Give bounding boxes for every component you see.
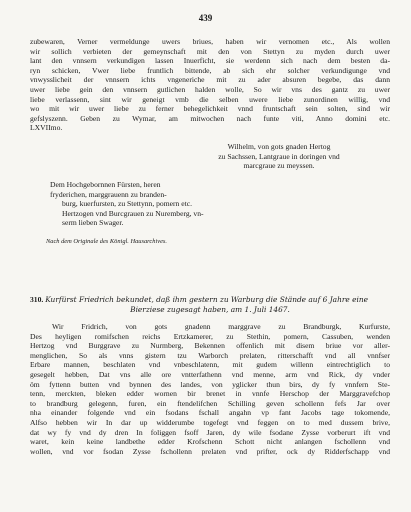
text-line: Alfso hebben wir In dar up widderumbe togefegt vnd feggen on to med dussem brive, [30,417,390,427]
address-line: burg, kuerfursten, zu Stettynn, pomern etc. [62,199,192,209]
text-line: lant den vnnsern verkundigen lassen Inuerficht, sie werdenn sich nach dem besten da- [30,56,390,66]
signature-line: zu Sachssen, Lantgraue in doringen vnd [218,151,340,161]
text-line: menglichen, So als vnns gistern tzu Warborch prelaten, ritterschafft vnd all vnnfser [30,350,390,360]
signature-line: Wilhelm, von gots gnaden Hertog [227,142,331,151]
text-line: LXVIImo. [30,123,63,133]
address-line: Dem Hochgebornnen Fürsten, heren [50,180,161,189]
text-line: öm fyttenn butten vnd bynnen des landes, von yglicker thun birs, dy fy vnnfern Ste- [30,379,390,389]
text-line: dat wy fy vnd dy dren In foliggen fsoff Jaren, dy wile fsodane Zysse vorberurt ift vnd [30,427,390,437]
entry-heading-line: Bierziese zugesagt haben, am 1. Juli 1467. [130,304,290,314]
signature-block [164,142,394,171]
address-block [50,180,250,228]
text-line: wir sollich verbieten der gemeynschaft mit den von Stettyn zu myden durch uwer [30,46,390,56]
text-line: tenn, merckten, bleken edder wornen bir brenet in vnnfe Herschop der Marggravefchop [30,389,390,399]
entry-number: 310. [30,295,44,304]
text-line: Erbare mannen, beschlaten vnd vnbeschlatenn, mit gudem willenn eintrechtiglich to [30,360,390,370]
text-line: Hertzog vnd Burggrave zu Nurmberg, Bekennen offenlich mit disem briue vor aller- [30,341,390,351]
address-line: fryderichen, marggrauenn zu branden- [50,189,167,199]
text-line: gefslyszenn. Geben zu Wymar, am mitwochen nach funte viti, Anno domini etc. [30,113,390,123]
text-line: Wir Fridrich, von gots gnadenn marggrave zu Brandburgk, Kurfurste, [52,322,390,331]
text-line: uwer liebe gein den vnnsern gutlichen halden wolle, So wir vns des gantz zu uwer [30,84,390,94]
page-number: 439 [198,13,213,23]
address-line: Hertzogen vnd Burcgrauen zu Nuremberg, vn- [62,208,204,218]
text-line: Des heyligen romifschen reichs Ertzkamerer, zu Stethin, pomern, Cassuben, wenden [30,331,390,341]
text-line: zubewaren, Verner vermeldunge uwers briues, haben wir vernomen etc., Als wollen [30,37,390,46]
address-line: serm lieben Swager. [62,218,124,228]
text-line: nha einander folgende vnd ein fsodans fschall angahn vp fant Jacobs tage tokomende, [30,408,390,418]
charter-paragraph [30,322,390,456]
text-line: gesegelt hebben, Dat vns alle ore vntterfathenn vnd menne, arm vnd Rick, dy vnder [30,369,390,379]
entry-heading [30,295,390,314]
letter-paragraph [30,37,390,133]
text-line: vnwysslicheit der vnnsern ichts vngeneriche mit zu ader absuren begebe, das dann [30,75,390,85]
text-line: wollen, vnd vor fsodan Zysse fschollenn prelaten vnd prifter, ock dy Ridderfschapp vnd [30,446,390,456]
text-line: liebe verlassenn, sint wir geneigt vmb die selben uwere liebe zunordinen willig, vnd [30,94,390,104]
source-note: Nach dem Originale des Königl. Hausarchives. [46,238,167,245]
signature-line: marcgraue zu meyssen. [243,161,315,171]
text-line: waret, kein keine landbethe edder Krofschenn Schott nicht anlangen fschollenn vnd [30,437,390,447]
text-line: ryn schicken, Vwer liebe fruntlich bittende, ab sich ehr solcher verkundigunge vnd [30,65,390,75]
entry-heading-line: Kurfürst Friedrich bekundet, daß ihm gestern zu Warburg die Stände auf 6 Jahre eine [45,295,368,304]
text-line: wo mit wir uwer liebe zu ferner behegelichkeit vnnd fruntschaft sein solten, sind wir [30,104,390,114]
text-line: to brandburg gelegenn, furen, ein ftendelifchen Schilling geven schollenn fefs Jar over [30,398,390,408]
